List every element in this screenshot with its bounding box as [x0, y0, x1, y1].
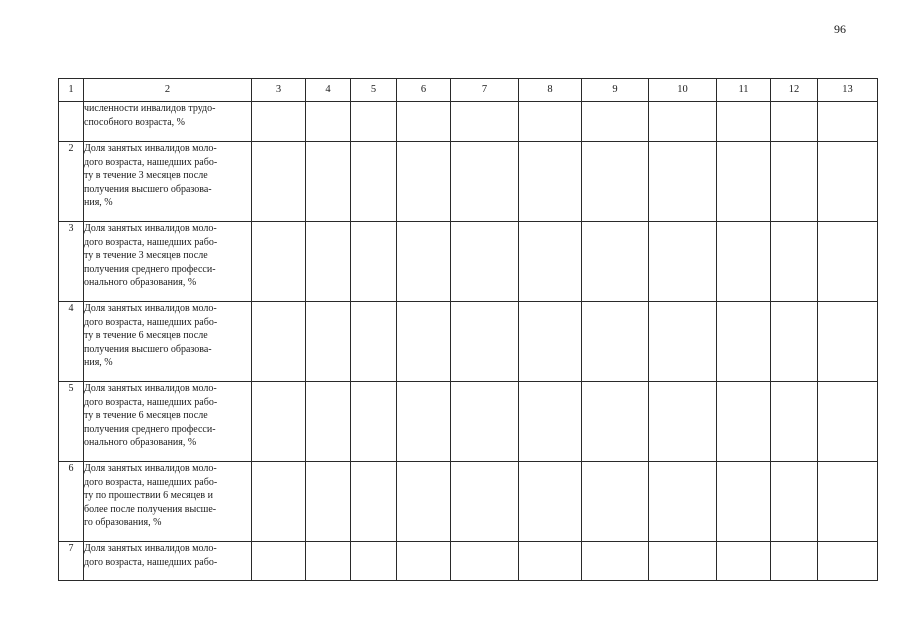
- value-cell: [818, 302, 878, 382]
- value-cell: [649, 302, 717, 382]
- description-line: дого возраста, нашедших рабо-: [84, 396, 218, 408]
- column-header: 4: [306, 79, 351, 102]
- value-cell: [649, 542, 717, 581]
- value-cell: [397, 102, 451, 142]
- description-line: Доля занятых инвалидов моло-: [84, 303, 217, 314]
- value-cell: [582, 102, 649, 142]
- value-cell: [306, 382, 351, 462]
- value-cell: [306, 222, 351, 302]
- value-cell: [451, 462, 519, 542]
- description-line: более после получения высше-: [84, 503, 217, 515]
- value-cell: [252, 102, 306, 142]
- table-row: [59, 222, 878, 302]
- value-cell: [771, 542, 818, 581]
- row-number: 3: [59, 222, 84, 302]
- value-cell: [818, 382, 878, 462]
- description-line: Доля занятых инвалидов моло-: [84, 463, 217, 474]
- value-cell: [306, 142, 351, 222]
- value-cell: [717, 142, 771, 222]
- value-cell: [649, 102, 717, 142]
- value-cell: [771, 382, 818, 462]
- value-cell: [818, 542, 878, 581]
- description-line: Доля занятых инвалидов моло-: [84, 223, 217, 234]
- value-cell: [451, 542, 519, 581]
- value-cell: [771, 302, 818, 382]
- indicator-description: [84, 462, 252, 542]
- value-cell: [252, 462, 306, 542]
- indicator-description: [84, 222, 252, 302]
- value-cell: [397, 222, 451, 302]
- value-cell: [649, 222, 717, 302]
- value-cell: [351, 142, 397, 222]
- value-cell: [519, 462, 582, 542]
- value-cell: [252, 222, 306, 302]
- value-cell: [649, 462, 717, 542]
- value-cell: [351, 542, 397, 581]
- value-cell: [717, 102, 771, 142]
- description-line: Доля занятых инвалидов моло-: [84, 543, 217, 554]
- indicator-description: [84, 102, 252, 142]
- value-cell: [252, 382, 306, 462]
- table-body: [59, 79, 878, 581]
- value-cell: [519, 102, 582, 142]
- value-cell: [351, 462, 397, 542]
- value-cell: [451, 222, 519, 302]
- value-cell: [397, 382, 451, 462]
- value-cell: [582, 462, 649, 542]
- value-cell: [451, 382, 519, 462]
- value-cell: [451, 142, 519, 222]
- description-line: ния, %: [84, 357, 113, 369]
- indicator-description: [84, 142, 252, 222]
- value-cell: [649, 142, 717, 222]
- description-line: Доля занятых инвалидов моло-: [84, 143, 217, 154]
- column-header: 8: [519, 79, 582, 102]
- column-header: 12: [771, 79, 818, 102]
- description-line: способного возраста, %: [84, 116, 186, 128]
- row-number: 5: [59, 382, 84, 462]
- description-line: получения высшего образова-: [84, 343, 212, 355]
- column-header: 2: [84, 79, 252, 102]
- value-cell: [451, 102, 519, 142]
- description-line: ту в течение 3 месяцев после: [84, 250, 208, 262]
- indicator-description: [84, 542, 252, 581]
- row-number: 7: [59, 542, 84, 581]
- description-line: Доля занятых инвалидов моло-: [84, 383, 217, 394]
- value-cell: [252, 542, 306, 581]
- value-cell: [397, 462, 451, 542]
- value-cell: [351, 382, 397, 462]
- header-row: [59, 79, 878, 102]
- table-row: [59, 102, 878, 142]
- description-line: получения среднего професси-: [84, 423, 216, 435]
- value-cell: [771, 222, 818, 302]
- value-cell: [818, 222, 878, 302]
- row-number: 6: [59, 462, 84, 542]
- value-cell: [771, 462, 818, 542]
- value-cell: [252, 142, 306, 222]
- row-number: [59, 102, 84, 142]
- description-line: ту в течение 6 месяцев после: [84, 410, 208, 422]
- value-cell: [351, 102, 397, 142]
- column-header: 3: [252, 79, 306, 102]
- value-cell: [451, 302, 519, 382]
- value-cell: [306, 462, 351, 542]
- description-line: онального образования, %: [84, 277, 197, 289]
- description-line: численности инвалидов трудо-: [84, 103, 216, 114]
- row-number: 4: [59, 302, 84, 382]
- value-cell: [649, 382, 717, 462]
- value-cell: [818, 142, 878, 222]
- description-line: дого возраста, нашедших рабо-: [84, 316, 218, 328]
- indicators-table: [58, 78, 878, 581]
- value-cell: [717, 462, 771, 542]
- description-line: ту по прошествии 6 месяцев и: [84, 490, 213, 502]
- value-cell: [306, 542, 351, 581]
- value-cell: [519, 542, 582, 581]
- column-header: 11: [717, 79, 771, 102]
- description-line: получения высшего образова-: [84, 183, 212, 195]
- description-line: ту в течение 3 месяцев после: [84, 170, 208, 182]
- column-header: 6: [397, 79, 451, 102]
- value-cell: [582, 542, 649, 581]
- table-row: [59, 542, 878, 581]
- description-line: онального образования, %: [84, 437, 197, 449]
- value-cell: [519, 222, 582, 302]
- column-header: 7: [451, 79, 519, 102]
- row-number: 2: [59, 142, 84, 222]
- value-cell: [306, 102, 351, 142]
- value-cell: [818, 102, 878, 142]
- value-cell: [582, 142, 649, 222]
- value-cell: [771, 102, 818, 142]
- column-header: 5: [351, 79, 397, 102]
- column-header: 10: [649, 79, 717, 102]
- page-number: 96: [834, 22, 846, 36]
- column-header: 1: [59, 79, 84, 102]
- table-row: [59, 462, 878, 542]
- column-header: 13: [818, 79, 878, 102]
- value-cell: [717, 302, 771, 382]
- value-cell: [582, 222, 649, 302]
- value-cell: [306, 302, 351, 382]
- value-cell: [717, 222, 771, 302]
- value-cell: [519, 142, 582, 222]
- value-cell: [582, 302, 649, 382]
- value-cell: [351, 302, 397, 382]
- value-cell: [397, 302, 451, 382]
- description-line: дого возраста, нашедших рабо-: [84, 556, 218, 568]
- indicator-description: [84, 302, 252, 382]
- value-cell: [582, 382, 649, 462]
- value-cell: [717, 542, 771, 581]
- description-line: ния, %: [84, 197, 113, 209]
- value-cell: [818, 462, 878, 542]
- description-line: го образования, %: [84, 517, 162, 529]
- value-cell: [519, 302, 582, 382]
- table-row: [59, 382, 878, 462]
- value-cell: [252, 302, 306, 382]
- description-line: дого возраста, нашедших рабо-: [84, 476, 218, 488]
- value-cell: [351, 222, 397, 302]
- description-line: дого возраста, нашедших рабо-: [84, 236, 218, 248]
- value-cell: [519, 382, 582, 462]
- value-cell: [771, 142, 818, 222]
- value-cell: [397, 542, 451, 581]
- indicator-description: [84, 382, 252, 462]
- column-header: 9: [582, 79, 649, 102]
- table-row: [59, 142, 878, 222]
- description-line: ту в течение 6 месяцев после: [84, 330, 208, 342]
- description-line: дого возраста, нашедших рабо-: [84, 156, 218, 168]
- value-cell: [717, 382, 771, 462]
- value-cell: [397, 142, 451, 222]
- description-line: получения среднего професси-: [84, 263, 216, 275]
- table-row: [59, 302, 878, 382]
